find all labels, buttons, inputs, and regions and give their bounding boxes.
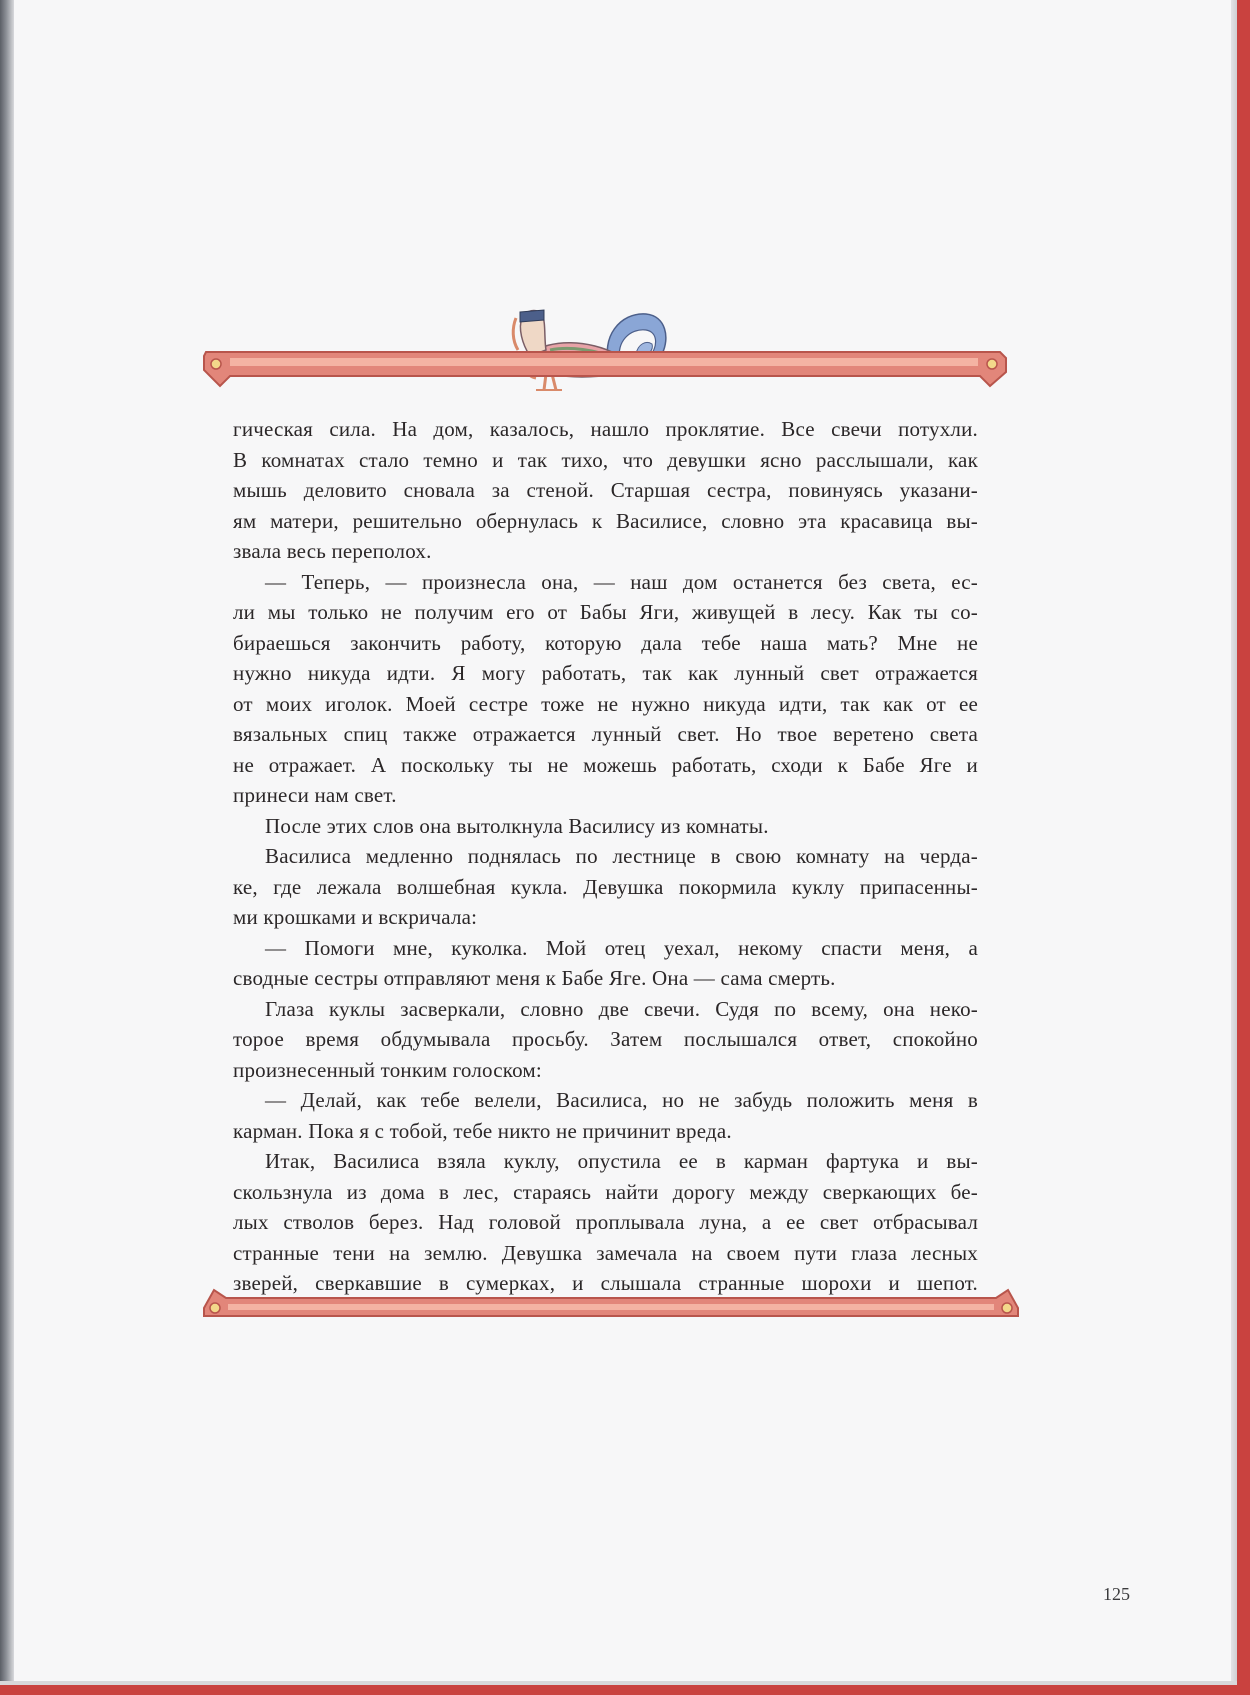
text-line: звала весь переполох. bbox=[233, 539, 432, 563]
text-line: гическая сила. На дом, казалось, нашло проклятие. Все свечи потухли. bbox=[233, 417, 978, 441]
text-line: ям матери, решительно обернулась к Василисе, словно эта красавица вы- bbox=[233, 508, 978, 533]
text-line: — Теперь, — произнесла она, — наш дом останется без света, ес- bbox=[265, 569, 978, 594]
page-number: 125 bbox=[1103, 1584, 1130, 1604]
text-line: лых стволов берез. Над головой проплывала луна, а ее свет отбрасывал bbox=[233, 1210, 978, 1234]
text-line: Итак, Василиса взяла куклу, опустила ее в карман фартука и вы- bbox=[265, 1149, 978, 1173]
rooster-icon bbox=[513, 310, 666, 390]
text-line: нужно никуда идти. Я могу работать, так как лунный свет отражается bbox=[233, 661, 978, 685]
frame-bottom-bar bbox=[200, 1282, 1022, 1322]
text-line: После этих слов она вытолкнула Василису из комнаты. bbox=[265, 813, 769, 838]
text-line: торое время обдумывала просьбу. Затем послышался ответ, спокойно bbox=[233, 1027, 978, 1051]
frame-top-bar bbox=[204, 352, 1006, 386]
text-line: карман. Пока я с тобой, тебе никто не причинит вреда. bbox=[233, 1118, 732, 1143]
text-line: — Делай, как тебе велели, Василиса, но не забудь положить меня в bbox=[265, 1088, 978, 1112]
text-line: зверей, сверкавшие в сумерках, и слышала странные шорохи и шепот. bbox=[233, 1271, 978, 1295]
text-line: Глаза куклы засверкали, словно две свечи. Судя по всему, она неко- bbox=[265, 996, 978, 1021]
page-bottom-edge bbox=[0, 1681, 1237, 1685]
page-edge bbox=[1231, 0, 1237, 1685]
text-line: сводные сестры отправляют меня к Бабе Яге. Она — сама смерть. bbox=[233, 966, 836, 990]
text-line: бираешься закончить работу, которую дала тебе наша мать? Мне не bbox=[233, 630, 978, 655]
book-spine-shadow bbox=[0, 0, 14, 1685]
text-line: мышь деловито сновала за стеной. Старшая сестра, повинуясь указани- bbox=[233, 478, 978, 502]
text-line: ке, где лежала волшебная кукла. Девушка покормила куклу припасенны- bbox=[233, 874, 978, 899]
text-line: от моих иголок. Моей сестре тоже не нужно никуда идти, так как от ее bbox=[233, 691, 978, 716]
text-line: Василиса медленно поднялась по лестнице в свою комнату на черда- bbox=[265, 844, 978, 868]
text-line: В комнатах стало темно и так тихо, что девушки ясно расслышали, как bbox=[233, 447, 978, 472]
text-line: вязальных спиц также отражается лунный свет. Но твое веретено света bbox=[233, 722, 978, 746]
rooster-ornament-frame-top bbox=[200, 298, 1010, 416]
text-line: ли мы только не получим его от Бабы Яги, живущей в лесу. Как ты со- bbox=[233, 600, 978, 624]
text-line: принеси нам свет. bbox=[233, 783, 397, 807]
text-line: ми крошками и вскричала: bbox=[233, 905, 478, 929]
text-line: произнесенный тонким голоском: bbox=[233, 1057, 542, 1082]
story-text bbox=[233, 414, 978, 1299]
text-line: не отражает. А поскольку ты не можешь работать, сходи к Бабе Яге и bbox=[233, 752, 978, 777]
text-line: странные тени на землю. Девушка замечала на своем пути глаза лесных bbox=[233, 1240, 978, 1265]
text-line: — Помоги мне, куколка. Мой отец уехал, некому спасти меня, а bbox=[265, 935, 978, 960]
text-line: скользнула из дома в лес, стараясь найти дорогу между сверкающих бе- bbox=[233, 1179, 978, 1204]
